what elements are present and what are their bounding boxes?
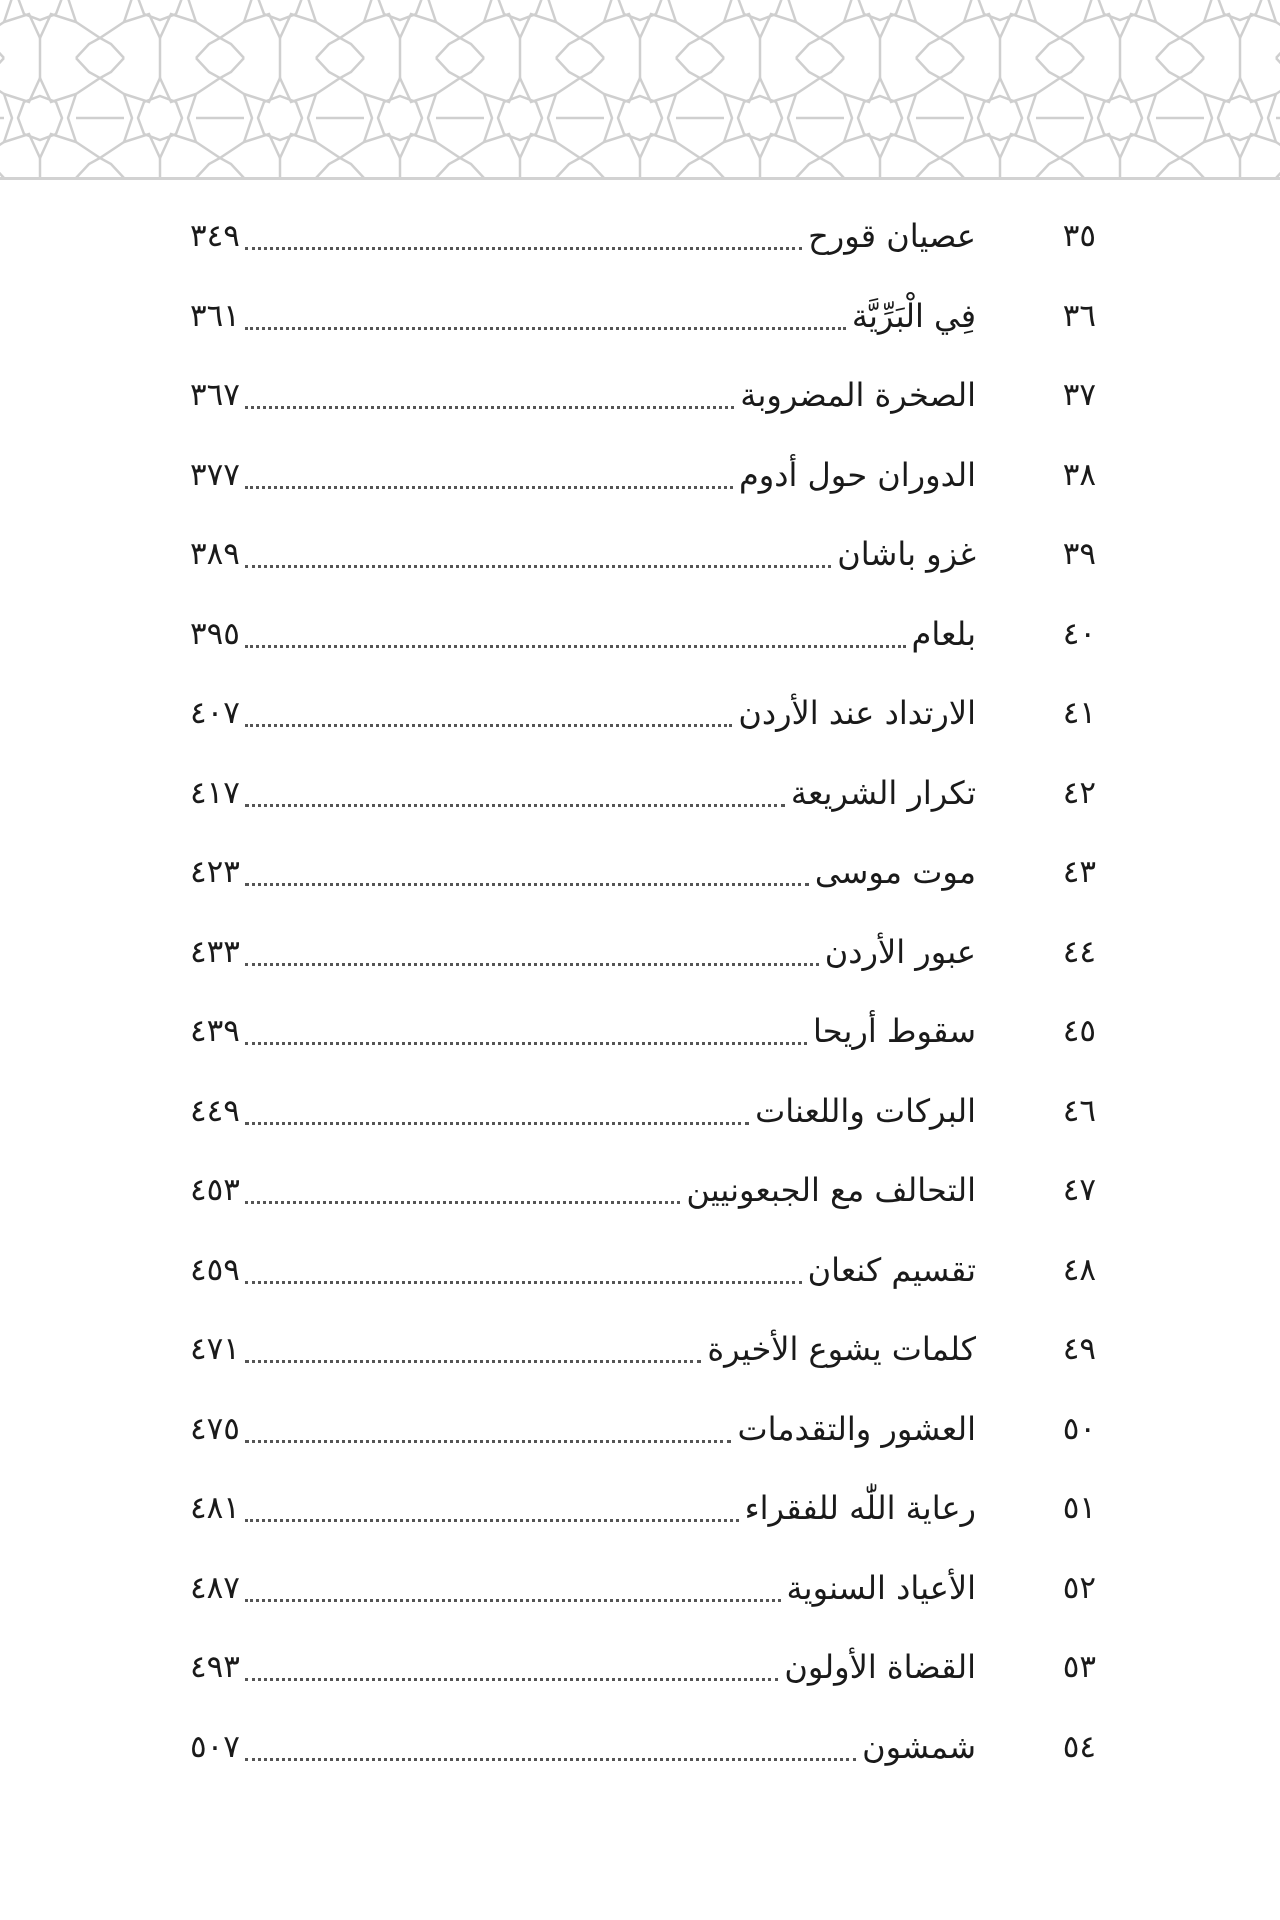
toc-entry[interactable] [0,836,1280,916]
dot-leader [245,724,732,727]
dot-leader [245,804,785,807]
chapter-number: ٣٨ [1062,456,1096,493]
dot-leader [245,883,809,886]
toc-entry[interactable] [0,1552,1280,1632]
toc-entry[interactable] [0,1154,1280,1234]
chapter-number: ٤٢ [1062,774,1096,811]
chapter-number: ٣٦ [1062,297,1096,334]
chapter-title[interactable]: القضاة الأولون [784,1648,976,1686]
page-number: ٣٦١ [190,297,240,334]
toc-entry[interactable] [0,1711,1280,1791]
page-number: ٤٧١ [190,1331,240,1367]
toc-entry[interactable] [0,359,1280,439]
chapter-number: ٥٣ [1062,1649,1096,1685]
header-divider [0,177,1280,180]
page-number: ٣٤٩ [190,218,240,254]
chapter-title[interactable]: الدوران حول أدوم [738,455,976,494]
geometric-star-pattern-icon [0,0,1280,180]
chapter-number: ٤٩ [1062,1331,1096,1367]
chapter-number: ٥١ [1062,1490,1096,1526]
chapter-title[interactable]: الصخرة المضروبة [740,376,976,414]
toc-entry[interactable] [0,598,1280,678]
dot-leader [245,247,802,250]
chapter-title-row [245,850,976,894]
toc-entry[interactable] [0,1472,1280,1552]
toc-entry[interactable] [0,1234,1280,1314]
chapter-title-row [245,1248,976,1292]
chapter-title-row [245,1725,976,1769]
chapter-number: ٤٣ [1062,854,1096,890]
dot-leader [245,1519,739,1522]
dot-leader [245,406,734,409]
chapter-title-row [245,1168,976,1212]
chapter-title[interactable]: بلعام [911,614,976,653]
toc-entry[interactable] [0,995,1280,1075]
chapter-title[interactable]: التحالف مع الجبعونيين [686,1171,976,1209]
chapter-title[interactable]: غزو باشان [837,535,976,573]
chapter-number: ٤٤ [1062,933,1096,970]
dot-leader [245,963,819,966]
dot-leader [245,1042,807,1045]
dot-leader [245,327,846,330]
chapter-title-row [245,214,976,258]
chapter-title[interactable]: الأعياد السنوية [786,1568,976,1607]
chapter-title-row [245,930,976,974]
chapter-number: ٣٥ [1062,218,1096,254]
chapter-title-row [245,532,976,576]
toc-entry[interactable] [0,200,1280,280]
chapter-title[interactable]: عصيان قورح [808,217,976,255]
chapter-title[interactable]: البركات واللعنات [755,1091,976,1130]
page-number: ٣٨٩ [190,536,240,572]
dot-leader [245,1678,778,1681]
page-number: ٥٠٧ [190,1728,240,1765]
chapter-title-row [245,691,976,735]
chapter-number: ٤٨ [1062,1251,1096,1288]
chapter-title-row [245,612,976,656]
chapter-number: ٤١ [1062,695,1096,731]
toc-entry[interactable] [0,757,1280,837]
chapter-title-row [245,1566,976,1610]
page-number: ٤٣٩ [190,1013,240,1049]
toc-entry[interactable] [0,280,1280,360]
chapter-title[interactable]: عبور الأردن [824,932,976,971]
chapter-number: ٣٧ [1062,377,1096,413]
chapter-title-row [245,1089,976,1133]
chapter-title[interactable]: فِي الْبَرِّيَّة [851,296,976,335]
chapter-title[interactable]: رعاية اللّٰه للفقراء [744,1489,976,1527]
toc-entry[interactable] [0,439,1280,519]
page-number: ٤٩٣ [190,1649,240,1685]
dot-leader [245,645,906,648]
toc-entry[interactable] [0,677,1280,757]
chapter-title-row [245,1407,976,1451]
chapter-title-row [245,771,976,815]
toc-entry[interactable] [0,1075,1280,1155]
chapter-title[interactable]: الارتداد عند الأردن [738,694,976,732]
chapter-number: ٤٧ [1062,1172,1096,1208]
dot-leader [245,1201,680,1204]
page-number: ٤٠٧ [190,695,240,731]
chapter-title[interactable]: موت موسى [814,853,976,891]
chapter-title-row [245,1645,976,1689]
chapter-title-row [245,294,976,338]
page-number: ٤٧٥ [190,1410,240,1447]
page-number: ٣٧٧ [190,456,240,493]
chapter-number: ٤٦ [1062,1092,1096,1129]
chapter-number: ٣٩ [1062,536,1096,572]
page-number: ٣٩٥ [190,615,240,652]
toc-entry[interactable] [0,916,1280,996]
chapter-title-row [245,1327,976,1371]
toc-entry[interactable] [0,1631,1280,1711]
chapter-title-row [245,453,976,497]
chapter-title-row [245,373,976,417]
dot-leader [245,1758,856,1761]
header-pattern [0,0,1280,180]
dot-leader [245,1360,701,1363]
chapter-title[interactable]: تقسيم كنعان [807,1250,976,1289]
chapter-title[interactable]: شمشون [862,1727,976,1766]
dot-leader [245,1281,802,1284]
chapter-number: ٥٢ [1062,1569,1096,1606]
page-number: ٤٤٩ [190,1092,240,1129]
dot-leader [245,1440,731,1443]
chapter-number: ٤٠ [1062,615,1096,652]
chapter-title[interactable]: سقوط أريحا [813,1012,976,1050]
chapter-title-row [245,1009,976,1053]
chapter-number: ٥٠ [1062,1410,1096,1447]
chapter-title-row [245,1486,976,1530]
chapter-number: ٥٤ [1062,1728,1096,1765]
page-number: ٤٨١ [190,1490,240,1526]
page-number: ٤٨٧ [190,1569,240,1606]
dot-leader [245,1122,749,1125]
page-number: ٤٣٣ [190,933,240,970]
dot-leader [245,1599,781,1602]
toc-entry[interactable] [0,1313,1280,1393]
dot-leader [245,486,733,489]
table-of-contents [0,200,1280,1790]
page-number: ٣٦٧ [190,377,240,413]
chapter-number: ٤٥ [1062,1013,1096,1049]
dot-leader [245,565,831,568]
page-number: ٤٥٣ [190,1172,240,1208]
page-number: ٤٢٣ [190,854,240,890]
page-number: ٤١٧ [190,774,240,811]
toc-entry[interactable] [0,518,1280,598]
chapter-title[interactable]: العشور والتقدمات [737,1409,976,1448]
chapter-title[interactable]: تكرار الشريعة [790,773,976,812]
chapter-title[interactable]: كلمات يشوع الأخيرة [707,1330,976,1368]
toc-entry[interactable] [0,1393,1280,1473]
page-number: ٤٥٩ [190,1251,240,1288]
